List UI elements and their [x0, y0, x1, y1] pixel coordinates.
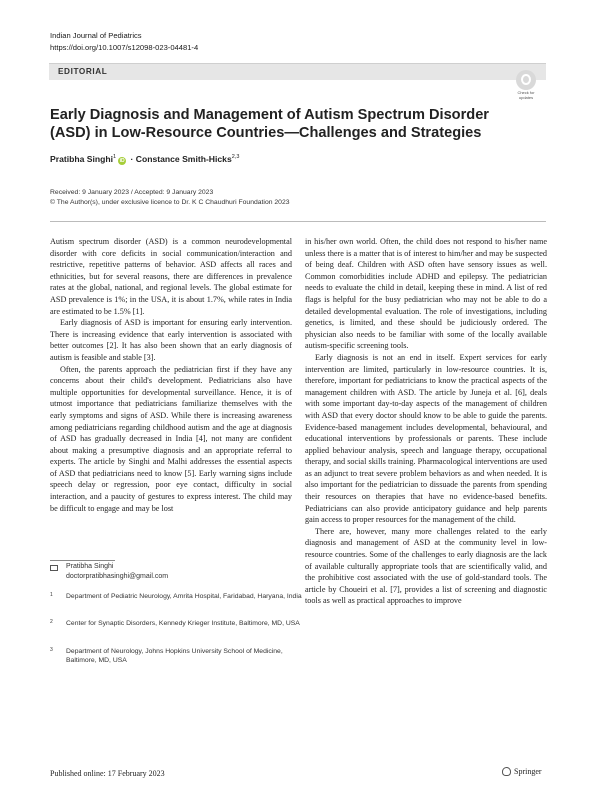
body-column-1 [50, 236, 292, 514]
paragraph: There are, however, many more challenges related to the early diagnosis and management of ASD at the community level in low-resource countries. Some of the challenges to early diagnosis are the lack of available culturally appropriate tools that are scientifically valid, and the prohibitive cost associated with the use of gold-standard tools. The article by Choueiri et al. [7], provides a list of screening and diagnostic tools as well as practical approaches to improve [305, 526, 547, 606]
paragraph: Often, the parents approach the pediatrician first if they have any concerns about their child's development. Pediatricians also have multiple opportunities for developmental surveillance. Hence, it is of utmost importance that pediatricians familiarize themselves with the early symptoms and signs of ASD. While there is increasing awareness among pediatricians regarding childhood autism and the age at diagnosis of ASD has gradually decreased in India [4], not many are confident about making a presumptive diagnosis and an appropriate referral to experts. The article by Singhi and Malhi addresses the essential aspects of ASD that pediatricians need to know [5]. Early warning signs include speech delay or regression, poor eye contact, difficulty in social interaction, and a paucity of gestures to express interest. The child may be difficult to engage and may be lost [50, 364, 292, 513]
received-accepted: Received: 9 January 2023 / Accepted: 9 January 2023 [50, 189, 214, 196]
affiliation-number: 1 [50, 592, 53, 598]
affiliation-number: 2 [50, 619, 53, 625]
doi-link[interactable]: https://doi.org/10.1007/s12098-023-04481-4 [50, 42, 199, 52]
author-2-affil: 2,3 [231, 154, 240, 161]
author-line [50, 154, 239, 165]
footnote-divider [50, 560, 115, 561]
affiliation-text: Department of Neurology, Johns Hopkins University School of Medicine, Baltimore, MD, USA [66, 648, 283, 665]
affiliation-text: Center for Synaptic Disorders, Kennedy Krieger Institute, Baltimore, MD, USA [66, 620, 300, 627]
body-column-2 [305, 236, 547, 607]
corresponding-author: Pratibha Singhi [66, 563, 114, 570]
affiliation-number: 3 [50, 647, 53, 653]
author-2[interactable]: Constance Smith-Hicks [135, 154, 232, 164]
article-dates [50, 188, 290, 208]
affiliation-text: Department of Pediatric Neurology, Amrita Hospital, Faridabad, Haryana, India [66, 593, 302, 600]
springer-horse-icon [502, 767, 511, 776]
author-1[interactable]: Pratibha Singhi [50, 154, 114, 164]
journal-name: Indian Journal of Pediatrics [50, 31, 142, 40]
section-label: EDITORIAL [58, 67, 108, 76]
journal-header [50, 30, 198, 53]
check-for-updates-icon [516, 70, 536, 90]
header-divider [50, 221, 546, 222]
badge-line2: updates [518, 94, 534, 100]
section-band [49, 63, 546, 80]
paragraph: Early diagnosis of ASD is important for ensuring early intervention. There is increasing evidence that early intervention is associated with better outcomes [2]. It has also been shown that an early diagnosis of autism is feasible and stable [3]. [50, 318, 292, 362]
corresponding-email[interactable]: doctorpratibhasinghi@gmail.com [66, 573, 169, 580]
paragraph: Autism spectrum disorder (ASD) is a common neurodevelopmental disorder with core deficits in social communication/interaction and restrictive, repetitive patterns of behavior. ASD affects all races and ethnicities, but for several reasons, there are differences in prevalence rates at the global, national, and regional levels. The global estimate for ASD prevalence is 1%; in the USA, it is about 1.7%, while rates in India are estimated to be 1.5% [1]. [50, 237, 292, 316]
envelope-icon [50, 565, 58, 571]
check-for-updates-badge[interactable] [515, 70, 537, 100]
paragraph: Early diagnosis is not an end in itself. Expert services for early intervention are limited, particularly in low-resource countries. It is, therefore, important for pediatricians to know the practical aspects of the management children with ASD. The article by Juneja et al. [6], deals with some important day-to-day aspects of the management of children with ASD that every doctor should know to be able to guide the parents. Evidence-based management includes developmental, behavioural, and educational interventions by professionals or parents. These include applied behaviour analysis, speech and language therapy, occupational therapy, and social skills training. Pharmacological interventions are used as an adjunct to treat severe problem behaviors as and when needed. It is also important for the pediatrician to dissuade the parents from spending their resources on therapies that have no evidence-based benefits. Pediatricians can also provide anticipatory guidance and help parents gain access to proper resources for the management of the child. [305, 352, 547, 525]
author-separator: · [130, 154, 134, 164]
publisher-logo [502, 767, 542, 776]
orcid-icon[interactable]: iD [119, 158, 125, 164]
published-online: Published online: 17 February 2023 [50, 769, 165, 778]
correspondence [66, 562, 168, 582]
badge-line1: Check for [517, 90, 535, 95]
article-title: Early Diagnosis and Management of Autism Spectrum Disorder (ASD) in Low-Resource Countries—Challenges and Strategies [50, 107, 489, 141]
author-1-affil: 1 [113, 154, 117, 161]
copyright-line: © The Author(s), under exclusive licence to Dr. K C Chaudhuri Foundation 2023 [50, 199, 290, 206]
publisher-name: Springer [514, 767, 542, 776]
paragraph: in his/her own world. Often, the child does not respond to his/her name unless there is a matter that is of interest to him/her and may be suspected of being deaf. Children with ASD often have sensory issues as well. Common comorbidities include ADHD and epilepsy. The pediatrician needs to evaluate the child in detail, keeping these in mind. A list of red flags is helpful for the busy pediatrician who may not be able to do a detailed developmental evaluation. The role of investigations, including genetics, is limited, and these should be judiciously ordered. The physician also needs to be familiar with some of the locally available autism-specific screening tools. [305, 237, 547, 351]
